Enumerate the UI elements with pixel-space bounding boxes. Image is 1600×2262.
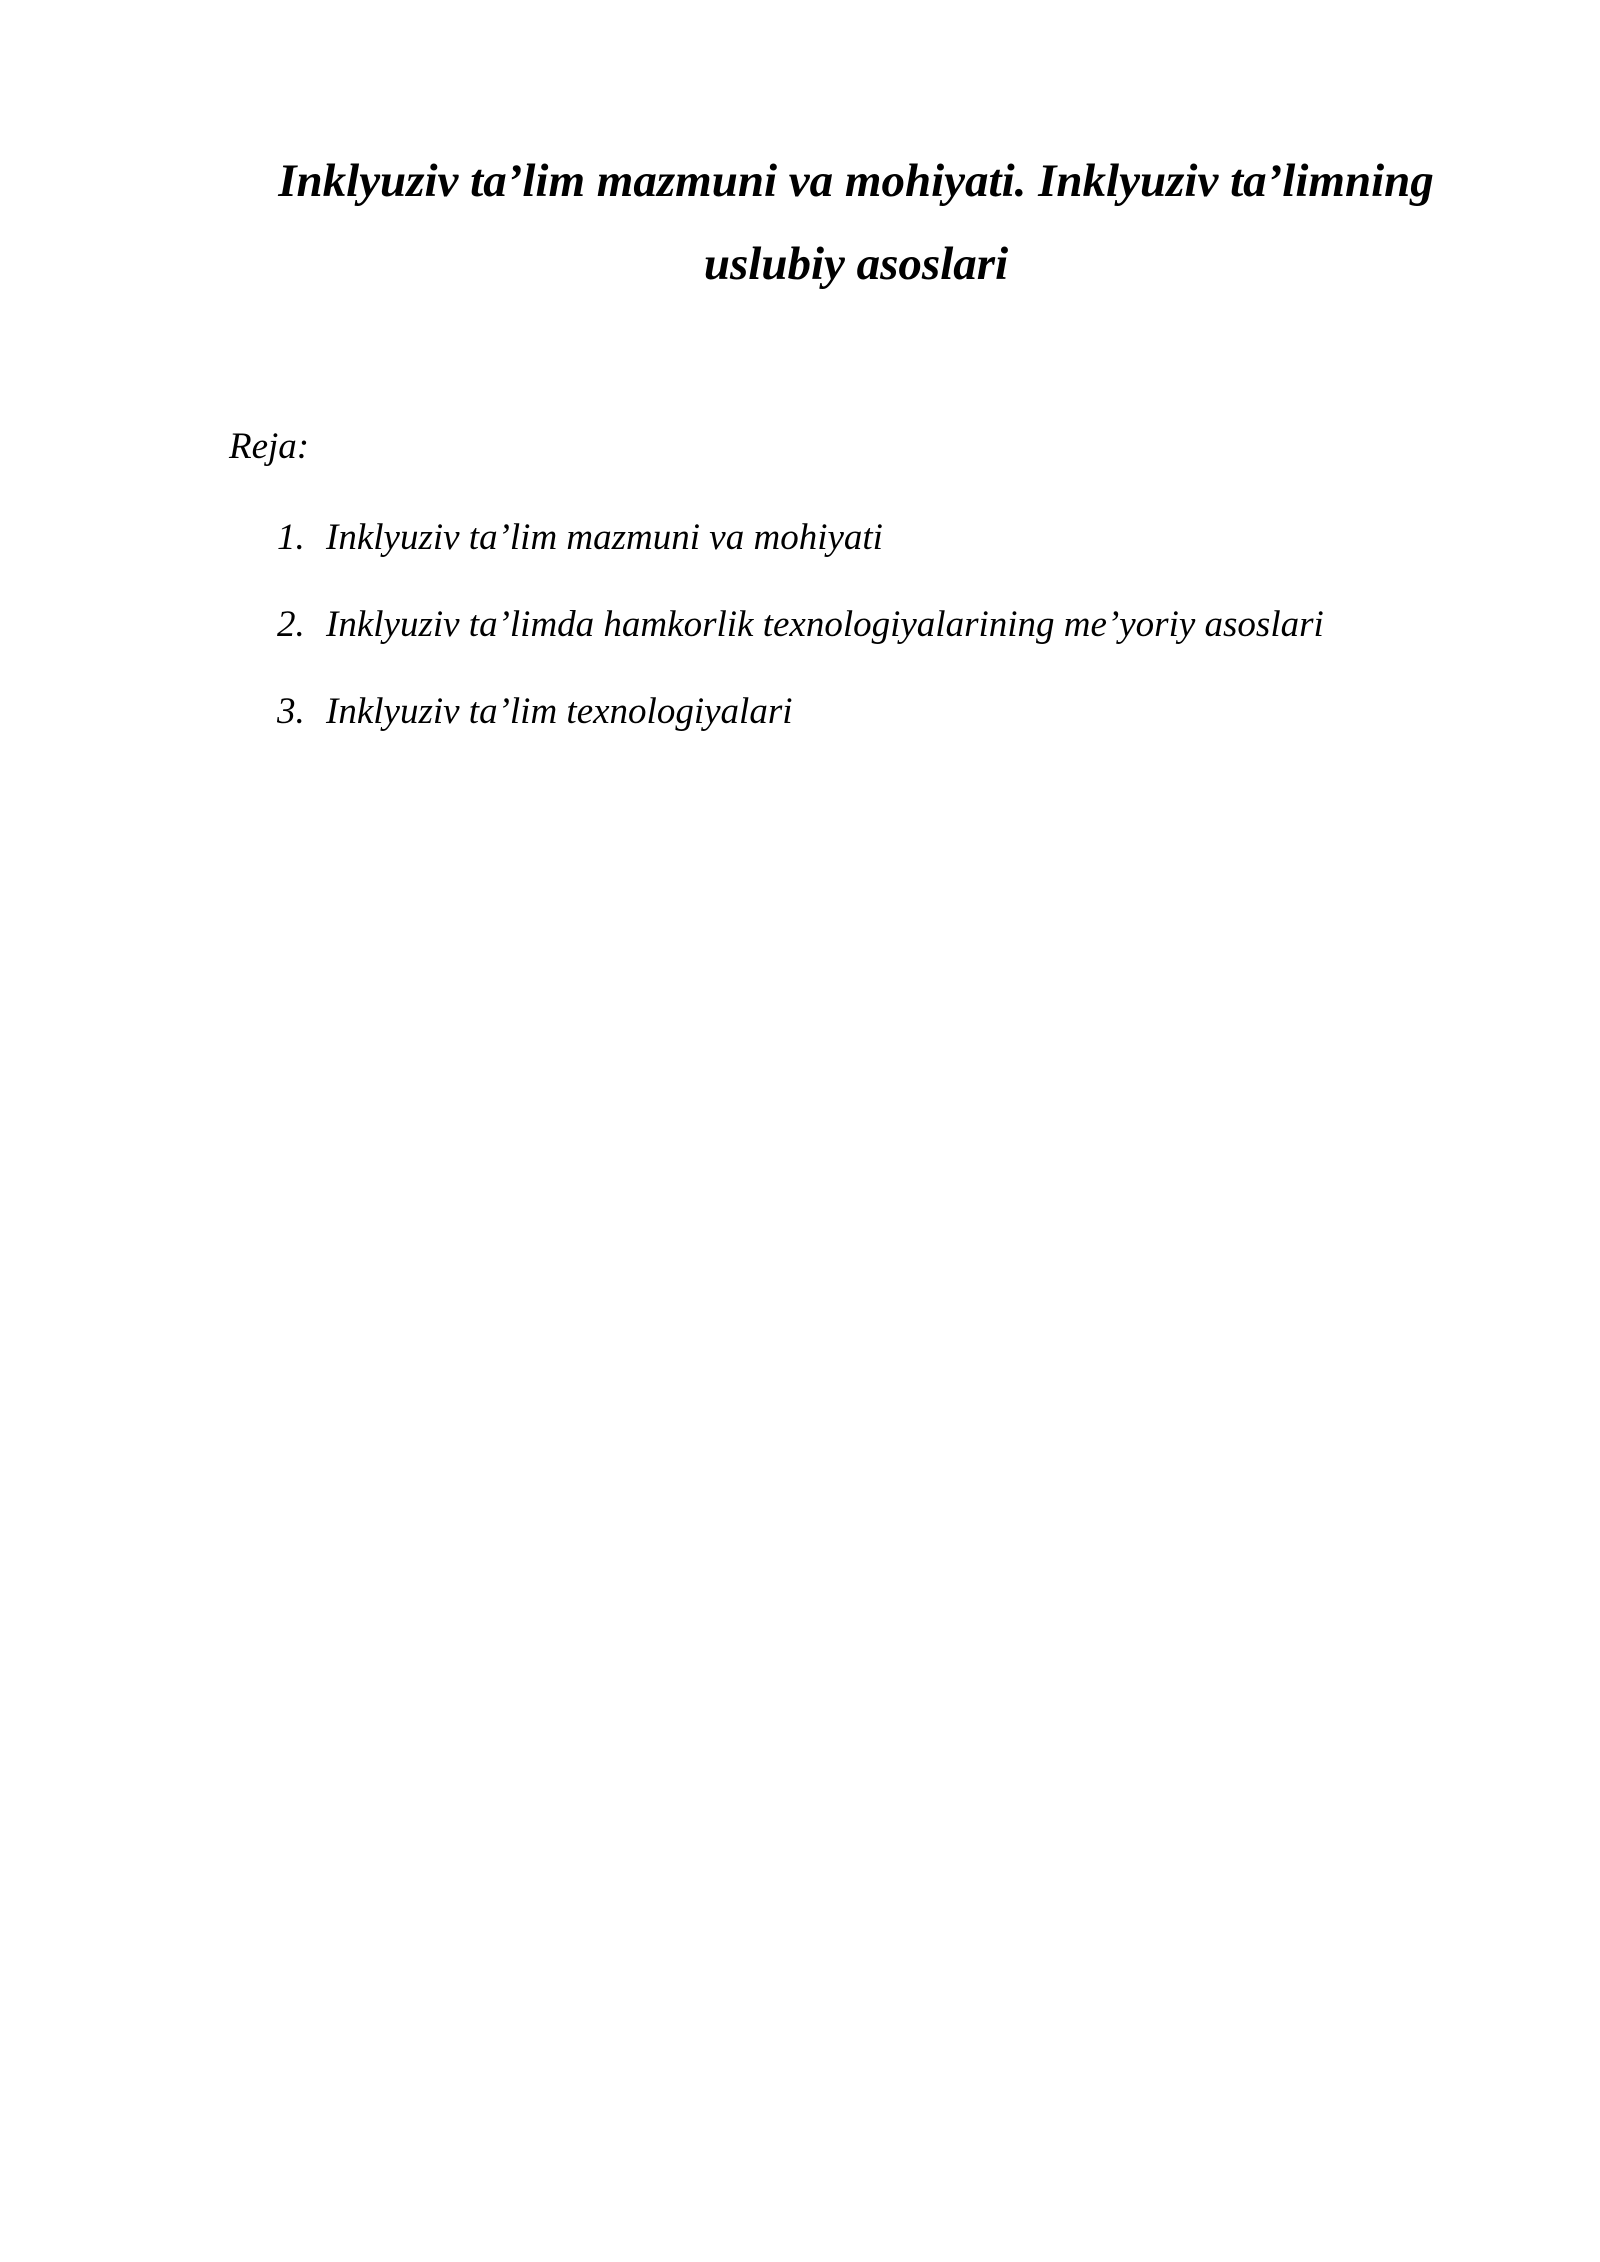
plan-item-text: Inklyuziv ta’limda hamkorlik texnologiyalarining me’yoriy asoslari bbox=[326, 604, 1324, 645]
plan-item-text: Inklyuziv ta’lim texnologiyalari bbox=[326, 691, 793, 732]
document-title: Inklyuziv ta’lim mazmuni va mohiyati. Inklyuziv ta’limning uslubiy asoslari bbox=[278, 155, 1434, 290]
plan-item-number: 2. bbox=[277, 604, 305, 645]
plan-item-text: Inklyuziv ta’lim mazmuni va mohiyati bbox=[326, 517, 883, 558]
plan-label: Reja: bbox=[229, 426, 310, 467]
plan-item-number: 3. bbox=[277, 691, 305, 732]
plan-item-number: 1. bbox=[277, 517, 305, 558]
